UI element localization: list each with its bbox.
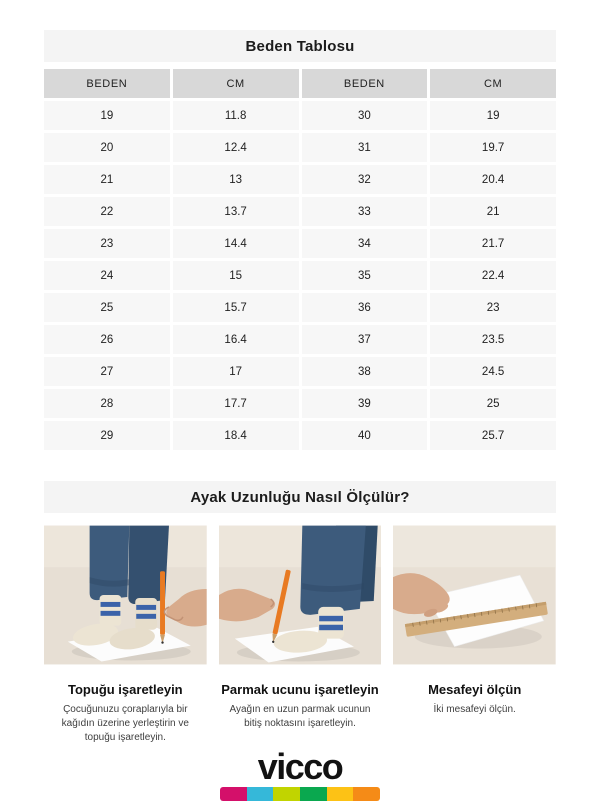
size-cell: 38	[302, 357, 428, 386]
size-cell: 17	[173, 357, 299, 386]
size-table-title-bar	[44, 30, 556, 62]
size-cell: 14.4	[173, 229, 299, 258]
size-cell: 13.7	[173, 197, 299, 226]
measure-distance-photo	[393, 525, 556, 665]
size-column-header: BEDEN	[44, 69, 170, 98]
step-mark-heel	[44, 525, 207, 745]
size-cell: 12.4	[173, 133, 299, 162]
size-cell: 21.7	[430, 229, 556, 258]
size-cell: 24	[44, 261, 170, 290]
size-cell: 31	[302, 133, 428, 162]
size-cell: 20	[44, 133, 170, 162]
step-description: İki mesafeyi ölçün.	[433, 704, 516, 715]
size-table	[44, 69, 556, 450]
size-cell: 22	[44, 197, 170, 226]
size-cell: 16.4	[173, 325, 299, 354]
size-cell: 24.5	[430, 357, 556, 386]
size-cell: 13	[173, 165, 299, 194]
size-cell: 18.4	[173, 421, 299, 450]
size-cell: 27	[44, 357, 170, 386]
size-cell: 29	[44, 421, 170, 450]
size-cell: 23.5	[430, 325, 556, 354]
step-measure-distance	[393, 525, 556, 745]
size-cell: 19.7	[430, 133, 556, 162]
size-column-header: CM	[430, 69, 556, 98]
size-cell: 25	[430, 389, 556, 418]
size-cell: 22.4	[430, 261, 556, 290]
guide-title-bar	[44, 481, 556, 513]
size-cell: 11.8	[173, 101, 299, 130]
size-cell: 23	[430, 293, 556, 322]
size-cell: 21	[430, 197, 556, 226]
step-title: Parmak ucunu işaretleyin	[221, 682, 379, 697]
step-title: Mesafeyi ölçün	[428, 682, 522, 697]
size-cell: 15.7	[173, 293, 299, 322]
size-cell: 26	[44, 325, 170, 354]
step-description: Çocuğunuzu çoraplarıyla bir kağıdın üzerine yerleştirin ve topuğu işaretleyin.	[61, 704, 189, 743]
guide-title: Ayak Uzunluğu Nasıl Ölçülür?	[190, 488, 410, 506]
size-cell: 34	[302, 229, 428, 258]
step-title: Topuğu işaretleyin	[68, 682, 183, 697]
step-mark-toe	[219, 525, 382, 745]
pencil-icon	[160, 571, 165, 634]
size-cell: 23	[44, 229, 170, 258]
rainbow-segment	[353, 787, 380, 801]
rainbow-segment	[220, 787, 247, 801]
rainbow-segment	[273, 787, 300, 801]
mark-heel-photo	[44, 525, 207, 665]
rainbow-segment	[247, 787, 274, 801]
measuring-steps	[44, 525, 556, 745]
step-description: Ayağın en uzun parmak ucunun bitiş noktasını işaretleyin.	[229, 704, 371, 729]
size-column-header: CM	[173, 69, 299, 98]
size-cell: 33	[302, 197, 428, 226]
size-column-header: BEDEN	[302, 69, 428, 98]
size-cell: 21	[44, 165, 170, 194]
size-cell: 17.7	[173, 389, 299, 418]
size-table-title: Beden Tablosu	[245, 37, 355, 55]
size-cell: 28	[44, 389, 170, 418]
brand-rainbow-bar	[220, 787, 380, 801]
size-cell: 36	[302, 293, 428, 322]
size-cell: 25.7	[430, 421, 556, 450]
size-cell: 20.4	[430, 165, 556, 194]
brand-logo-text: vicco	[257, 746, 343, 787]
size-cell: 37	[302, 325, 428, 354]
size-cell: 25	[44, 293, 170, 322]
size-cell: 19	[44, 101, 170, 130]
size-cell: 35	[302, 261, 428, 290]
rainbow-segment	[300, 787, 327, 801]
size-cell: 39	[302, 389, 428, 418]
size-cell: 30	[302, 101, 428, 130]
size-cell: 32	[302, 165, 428, 194]
rainbow-segment	[327, 787, 354, 801]
size-cell: 40	[302, 421, 428, 450]
mark-toe-photo	[219, 525, 382, 665]
size-cell: 19	[430, 101, 556, 130]
size-cell: 15	[173, 261, 299, 290]
